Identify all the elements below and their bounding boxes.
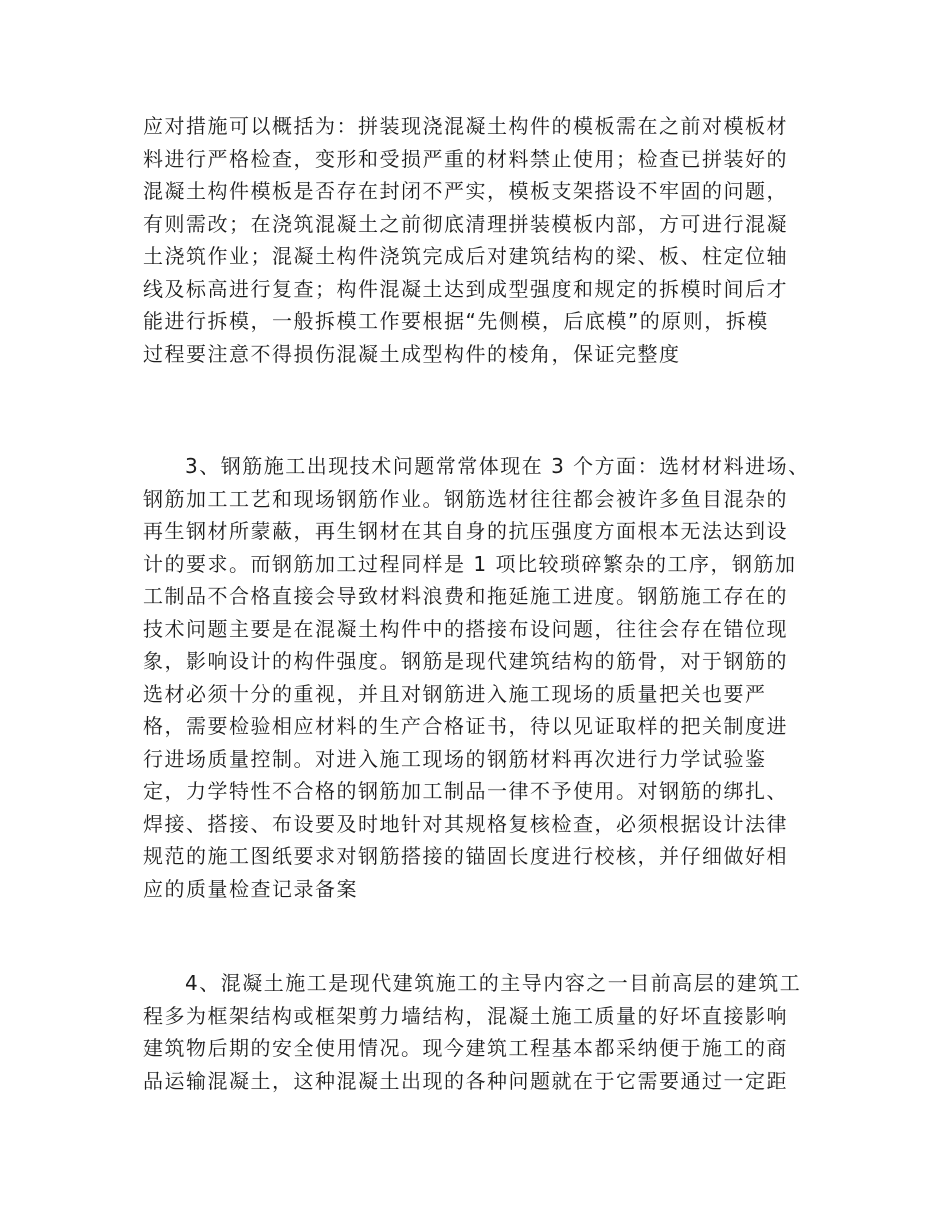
text-line: 混凝土构件模板是否存在封闭不严实，模板支架搭设不牢固的问题， [143,179,788,203]
text-line: 建筑物后期的安全使用情况。现今建筑工程基本都采纳便于施工的商 [143,1036,788,1060]
text-line: 4、混凝土施工是现代建筑施工的主导内容之一目前高层的建筑工 [185,971,802,995]
text-line: 能进行拆模，一般拆模工作要根据“先侧模，后底模”的原则，拆模 [143,309,769,333]
text-line: 工制品不合格直接会导致材料浪费和拖延施工进度。钢筋施工存在的 [143,584,788,608]
text-line: 程多为框架结构或框架剪力墙结构，混凝土施工质量的好坏直接影响 [143,1003,788,1028]
text-line: 线及标高进行复查；构件混凝土达到成型强度和规定的拆模时间后才 [143,276,788,301]
text-line: 土浇筑作业；混凝土构件浇筑完成后对建筑结构的梁、板、柱定位轴 [143,244,788,268]
text-line: 规范的施工图纸要求对钢筋搭接的锚固长度进行校核，并仔细做好相 [143,844,788,868]
text-line: 品运输混凝土，这种混凝土出现的各种问题就在于它需要通过一定距 [143,1068,788,1093]
text-line: 料进行严格检查，变形和受损严重的材料禁止使用；检查已拼装好的 [143,146,788,171]
text-line: 象，影响设计的构件强度。钢筋是现代建筑结构的筋骨，对于钢筋的 [143,649,788,673]
text-line: 焊接、搭接、布设要及时地针对其规格复核检查，必须根据设计法律 [143,811,788,836]
paragraph-formwork-measures [143,110,809,370]
paragraph-rebar-construction [143,450,809,905]
text-line: 钢筋加工工艺和现场钢筋作业。钢筋选材往往都会被许多鱼目混杂的 [143,486,788,511]
text-line: 技术问题主要是在混凝土构件中的搭接布设问题，往往会存在错位现 [143,616,788,641]
text-line: 选材必须十分的重视，并且对钢筋进入施工现场的质量把关也要严 [143,681,767,706]
text-line: 有则需改；在浇筑混凝土之前彻底清理拼装模板内部，方可进行混凝 [143,211,788,236]
text-line: 应对措施可以概括为：拼装现浇混凝土构件的模板需在之前对模板材 [143,114,788,138]
paragraph-concrete-construction [143,967,809,1097]
text-line: 应的质量检查记录备案 [143,876,358,901]
text-line: 计的要求。而钢筋加工过程同样是 1 项比较琐碎繁杂的工序，钢筋加 [143,551,797,576]
text-line: 再生钢材所蒙蔽，再生钢材在其自身的抗压强度方面根本无法达到设 [143,519,788,543]
text-line: 3、钢筋施工出现技术问题常常体现在 3 个方面：选材材料进场、 [185,454,810,478]
text-line: 行进场质量控制。对进入施工现场的钢筋材料再次进行力学试验鉴 [143,746,767,771]
text-line: 格，需要检验相应材料的生产合格证书，待以见证取样的把关制度进 [143,714,788,738]
text-line: 定，力学特性不合格的钢筋加工制品一律不予使用。对钢筋的绑扎、 [143,779,788,803]
text-line: 过程要注意不得损伤混凝土成型构件的棱角，保证完整度 [143,341,681,366]
